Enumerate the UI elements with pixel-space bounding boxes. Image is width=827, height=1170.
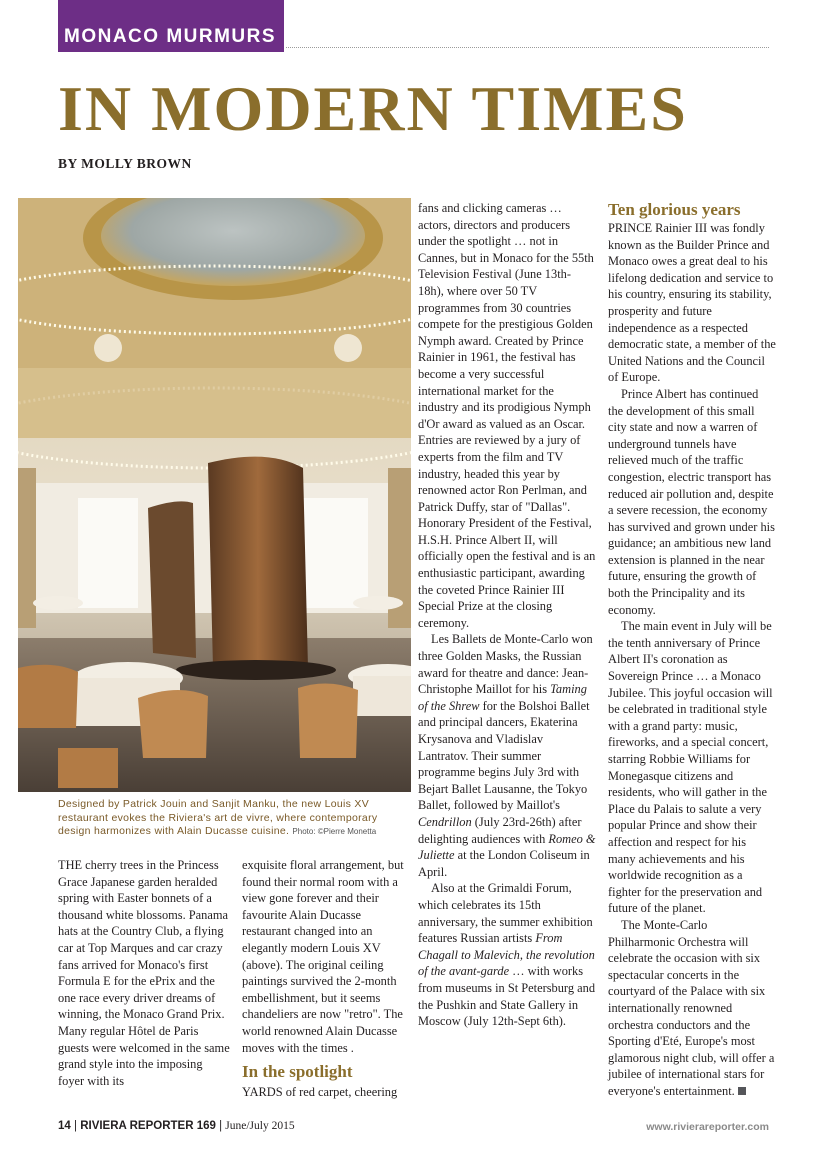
ballets-title-shrew: Taming of the Shrew bbox=[418, 682, 587, 713]
article-column-1 bbox=[58, 857, 230, 1089]
dotted-divider bbox=[286, 47, 769, 48]
intro-paragraph-part2: exquisite floral arrangement, but found their normal room with a view gone forever and their favourite Alain Ducasse restaurant changed into an elegantly modern Louis XV (above). The original ceiling paintings survived the 2-month embellishment, but it seems chandeliers are now "retro". The world renowned Alain Ducasse moves with the times . bbox=[242, 858, 404, 1055]
forum-text-b: … with works from museums in St Petersburg and the Pushkin and State Gallery in Moscow (July 12th-Sept 6th). bbox=[418, 964, 596, 1029]
photo-caption bbox=[58, 798, 406, 839]
footer-folio: 14 | RIVIERA REPORTER 169 | June/July 2015 bbox=[58, 1120, 295, 1132]
glorious-years-heading: Ten glorious years bbox=[608, 200, 741, 219]
glorious-paragraph-4-text: The Monte-Carlo Philharmonic Orchestra will celebrate the occasion with six spectacular concerts in the courtyard of the Palace with six internationally renowned orchestra conductors and the Sporting d'Eté, Europe's most glamorous night club, will offer a jubilee of international stars for everyone's entertainment. bbox=[608, 917, 775, 1098]
intro-paragraph-part1: THE cherry trees in the Princess Grace Japanese garden heralded spring with Easter bonnets of a thousand white blossoms. Panama hats at the Country Club, a flying car at Top Marques and car crazy fans arrived for Monaco's first Formula E for the ePrix and the one race every driver dreams of winning, the Monaco Grand Prix. Many regular Hôtel de Paris guests were welcomed in the same grand style into the imposing foyer with its bbox=[58, 858, 230, 1088]
glorious-paragraph-4 bbox=[608, 917, 776, 1100]
restaurant-photo bbox=[18, 198, 411, 792]
issue-date: June/July 2015 bbox=[225, 1120, 295, 1132]
spotlight-paragraph-part2: fans and clicking cameras … actors, directors and producers under the spotlight … not in Cannes, but in Monaco for the 55th Television Festival (June 13th-18h), where over 50 TV programmes from 30 countries compete for the prestigious Golden Nymph award. Created by Prince Rainier in 1961, the festival has become a very successful international market for the industry and its prodigious Nymph d'Or award as valued as an Oscar. Entries are reviewed by a jury of experts from the film and TV industry, headed this year by renowned actor Ron Perlman, and Patrick Duffy, star of "Dallas". Honorary President of the Festival, H.S.H. Prince Albert II, will officially open the festival and is an enthusiastic participant, awarding the coveted Prince Rainier III Special Prize at the closing ceremony. bbox=[418, 201, 596, 630]
caption-text: Designed by Patrick Jouin and Sanjit Manku, the new Louis XV restaurant evokes the Riviera's art de vivre, where contemporary design harmonizes with Alain Ducasse cuisine. bbox=[58, 798, 378, 837]
ballets-text-c: (July 23rd-26th) after delighting audiences with bbox=[418, 814, 582, 846]
article-column-3 bbox=[418, 200, 596, 1030]
glorious-paragraph-1: PRINCE Rainier III was fondly known as the Builder Prince and Monaco owes a great deal to his lifelong dedication and service to his country, ensuring its stability, prosperity and future independence as a respected democratic state, a member of the United Nations and the Council of Europe. bbox=[608, 221, 776, 385]
glorious-paragraph-2: Prince Albert has continued the development of this small city state and now a warren of underground tunnels have relieved much of the traffic congestion, electric transport has reduced air pollution and, despite a severe recession, the economy has survived and grown under his guidance; an ambitious new land extension is planned in the near future, ensuring the growth of both the Principality and its economy. bbox=[608, 386, 775, 617]
photo-credit: Photo: ©Pierre Monetta bbox=[292, 827, 377, 836]
spotlight-paragraph-part1: YARDS of red carpet, cheering bbox=[242, 1085, 398, 1100]
byline: BY MOLLY BROWN bbox=[58, 156, 192, 171]
ballets-text-a: Les Ballets de Monte-Carlo won three Golden Masks, the Russian award for theatre and dance: Jean-Christophe Maillot for his bbox=[418, 632, 593, 697]
spotlight-heading: In the spotlight bbox=[242, 1062, 353, 1082]
end-of-article-mark bbox=[738, 1087, 746, 1095]
ballets-paragraph bbox=[418, 631, 596, 880]
article-column-2 bbox=[242, 857, 410, 1101]
magazine-name: RIVIERA REPORTER 169 bbox=[80, 1120, 216, 1132]
ballets-title-cendrillon: Cendrillon bbox=[418, 814, 472, 829]
ballets-title-romeo: Romeo & Juliette bbox=[418, 831, 596, 863]
section-label: MONACO MURMURS bbox=[58, 0, 284, 52]
ballets-text-b: for the Bolshoi Ballet and principal dancers, Ekaterina Krysanova and Vladislav Lantratov. Their summer programme begins July 3rd with Bejart Ballet Lausanne, the Tokyo Ballet, followed by Maillot's bbox=[418, 698, 590, 813]
forum-exhibition-title: From Chagall to Malevich, the revolution of the avant-garde bbox=[418, 931, 595, 979]
glorious-paragraph-3: The main event in July will be the tenth anniversary of Prince Albert II's coronation as Sovereign Prince … a Monaco Jubilee. This joyful occasion will be celebrated in traditional style with a grand party: music, fireworks, and a special concert, starring Robbie Williams for Monegasque citizens and residents, who will gather in the Place du Palais to salute a very popular Prince and show their affection and respect for his many achievements and his worldwide recognition as a fighter for the preservation and future of the planet. bbox=[608, 619, 773, 916]
forum-paragraph bbox=[418, 880, 596, 1029]
article-headline: IN MODERN TIMES bbox=[58, 73, 688, 144]
article-column-4 bbox=[608, 220, 776, 1099]
page-number: 14 bbox=[58, 1120, 71, 1132]
forum-text-a: Also at the Grimaldi Forum, which celebrates its 15th anniversary, the summer exhibition features Russian artists bbox=[418, 881, 593, 946]
website-url[interactable]: www.rivierareporter.com bbox=[646, 1121, 769, 1133]
ballets-text-d: at the London Coliseum in April. bbox=[418, 848, 590, 879]
